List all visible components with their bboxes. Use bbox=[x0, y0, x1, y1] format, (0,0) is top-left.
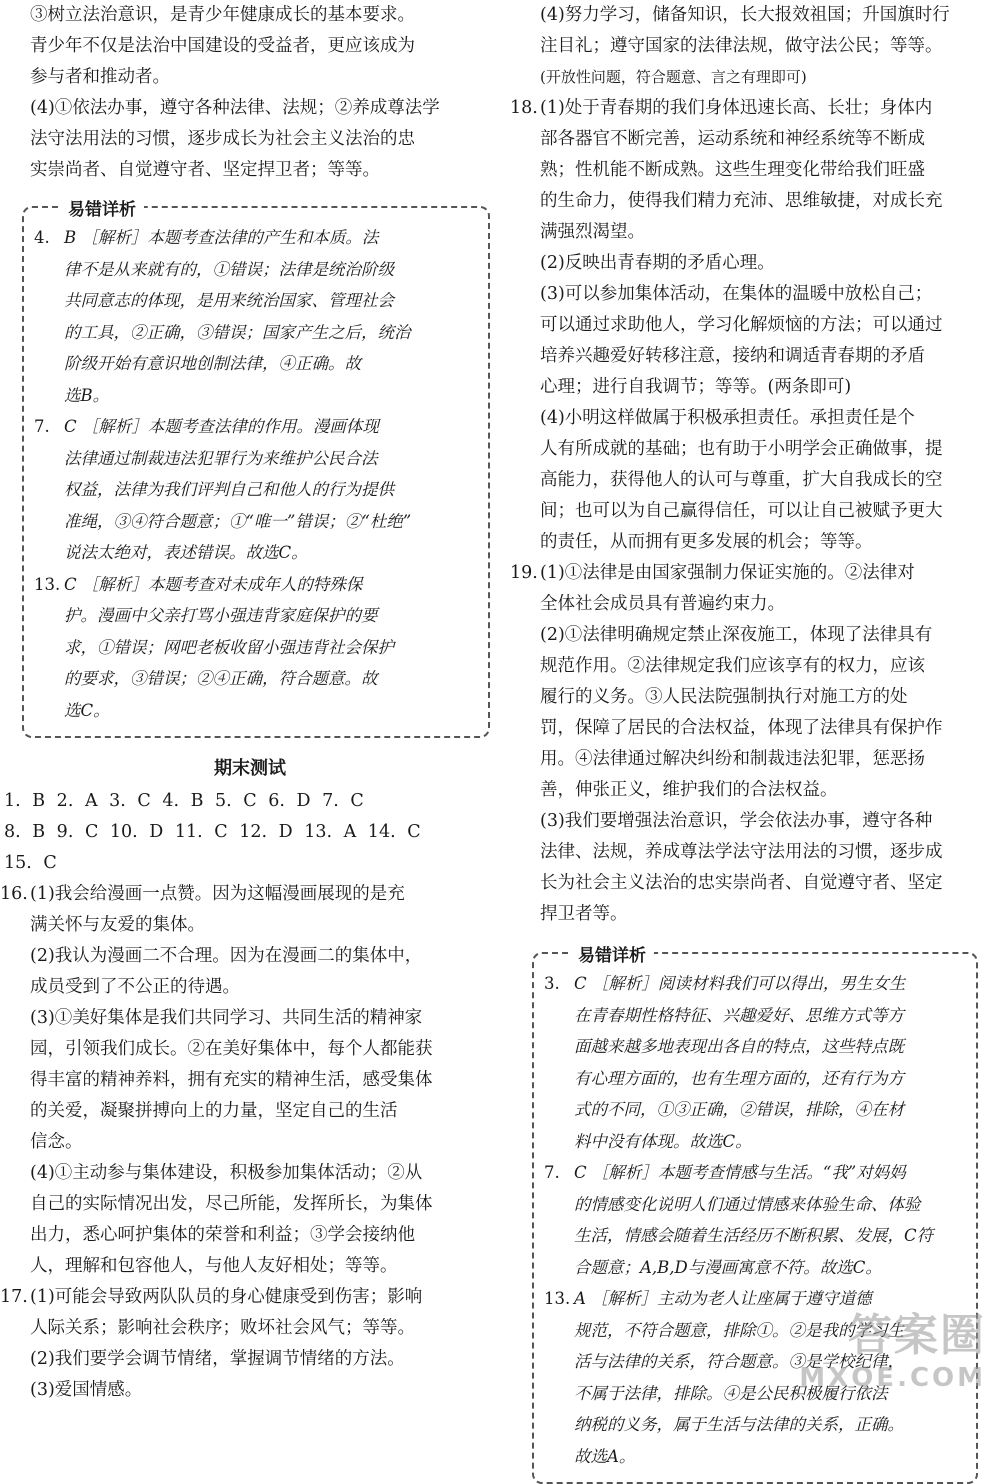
text-line: 选C。 bbox=[64, 700, 110, 720]
text-line: 面越来越多地表现出各自的特点，这些特点既 bbox=[574, 1037, 904, 1056]
analysis-item bbox=[544, 968, 964, 1157]
text-line: 活与法律的关系，符合题意。③是学校纪律， bbox=[574, 1352, 904, 1371]
text-line: 不属于法律，排除。④是公民积极履行依法 bbox=[574, 1383, 888, 1403]
text-line: (2)我们要学会调节情绪，掌握调节情绪的方法。 bbox=[30, 1349, 405, 1369]
item-number: 3. bbox=[544, 974, 560, 993]
analysis-item bbox=[34, 569, 476, 727]
text-line: (3)可以参加集体活动，在集体的温暖中放松自己； bbox=[540, 284, 933, 304]
text-line: 注目礼；遵守国家的法律法规，做守法公民；等等。 bbox=[540, 36, 943, 56]
text-line: 满关怀与友爱的集体。 bbox=[30, 915, 205, 935]
text-line: (2)我认为漫画二不合理。因为在漫画二的集体中， bbox=[30, 946, 423, 966]
item-number: 4. bbox=[34, 228, 50, 247]
text-line: 法律通过制裁违法犯罪行为来维护公民合法 bbox=[64, 448, 378, 468]
question-16 bbox=[0, 879, 500, 1282]
text-line: 的工具，②正确，③错误；国家产生之后，统治 bbox=[64, 322, 411, 342]
text-line: 长为社会主义法治的忠实崇尚者、自觉遵守者、坚定 bbox=[540, 873, 943, 893]
answer-line: 8. B 9. C 10. D 11. C 12. D 13. A 14. C bbox=[4, 822, 421, 842]
item-number: 7. bbox=[544, 1163, 560, 1182]
text-line: 间；也可以为自己赢得信任，可以让自己被赋予更大 bbox=[540, 501, 943, 521]
text-line: A ［解析］主动为老人让座属于遵守道德 bbox=[574, 1289, 872, 1308]
text-line: 共同意志的体现，是用来统治国家、管理社会 bbox=[64, 291, 394, 310]
text-line: (4)①依法办事，遵守各种法律、法规；②养成尊法学 bbox=[30, 98, 440, 118]
question-number: 18. bbox=[510, 98, 538, 118]
text-line: 捍卫者等。 bbox=[540, 904, 628, 924]
text-line: 部各器官不断完善，运动系统和神经系统等不断成 bbox=[540, 129, 925, 149]
text-line: (4)小明这样做属于积极承担责任。承担责任是个 bbox=[540, 408, 915, 428]
text-line: B ［解析］本题考查法律的产生和本质。法 bbox=[64, 228, 379, 247]
text-line: 规范，不符合题意，排除①。②是我的学习生 bbox=[574, 1320, 904, 1340]
error-analysis-box bbox=[532, 946, 978, 1484]
text-line: (1)可能会导致两队队员的身心健康受到伤害；影响 bbox=[30, 1287, 423, 1307]
text-line: 的责任，从而拥有更多发展的机会；等等。 bbox=[540, 532, 873, 552]
text-line: 合题意；A,B,D与漫画寓意不符。故选C。 bbox=[574, 1257, 882, 1277]
text-line: 青少年不仅是法治中国建设的受益者，更应该成为 bbox=[30, 36, 415, 56]
question-number: 17. bbox=[0, 1287, 28, 1307]
item-number: 13. bbox=[544, 1289, 571, 1308]
text-line: 人有所成就的基础；也有助于小明学会正确做事，提 bbox=[540, 439, 943, 459]
item-number: 13. bbox=[34, 574, 61, 594]
text-line: 罚，保障了居民的合法权益，体现了法律具有保护作 bbox=[540, 718, 943, 738]
analysis-item bbox=[34, 222, 476, 411]
text-line: 纳税的义务，属于生活与法律的关系，正确。 bbox=[574, 1415, 904, 1434]
item-number: 7. bbox=[34, 417, 50, 436]
text-line: 园，引领我们成长。②在美好集体中，每个人都能获 bbox=[30, 1039, 433, 1059]
text-line: 有心理方面的，也有生理方面的，还有行为方 bbox=[574, 1068, 904, 1088]
text-line: (3)①美好集体是我们共同学习、共同生活的精神家 bbox=[30, 1008, 423, 1028]
text-line: ③树立法治意识，是青少年健康成长的基本要求。 bbox=[30, 5, 415, 25]
text-line: (3)我们要增强法治意识，学会依法办事，遵守各种 bbox=[540, 811, 933, 831]
text-line: 用。④法律通过解决纠纷和制裁违法犯罪，惩恶扬 bbox=[540, 749, 925, 769]
analysis-item bbox=[544, 1157, 964, 1283]
text-line: 履行的义务。③人民法院强制执行对施工方的处 bbox=[540, 687, 908, 707]
text-line: 护。漫画中父亲打骂小强违背家庭保护的要 bbox=[64, 606, 378, 625]
error-analysis-box bbox=[22, 200, 490, 738]
text-line: 满强烈渴望。 bbox=[540, 222, 645, 242]
text-line: 阶级开始有意识地创制法律，④正确。故 bbox=[64, 354, 361, 373]
left-column bbox=[0, 0, 500, 1406]
text-line: C ［解析］阅读材料我们可以得出，男生女生 bbox=[574, 974, 906, 993]
text-line: 权益，法律为我们评判自己和他人的行为提供 bbox=[64, 480, 394, 499]
text-line: 的关爱，凝聚拼搏向上的力量，坚定自己的生活 bbox=[30, 1101, 398, 1121]
text-line: (1)①法律是由国家强制力保证实施的。②法律对 bbox=[540, 563, 915, 583]
text-line: 故选A。 bbox=[574, 1446, 636, 1466]
question-19 bbox=[510, 558, 1000, 930]
text-line: (3)爱国情感。 bbox=[30, 1380, 143, 1400]
text-line: (4)努力学习，储备知识，长大报效祖国；升国旗时行 bbox=[540, 5, 950, 25]
text-line: (2)反映出青春期的矛盾心理。 bbox=[540, 253, 775, 273]
text-line: 在青春期性格特征、兴趣爱好、思维方式等方 bbox=[574, 1005, 904, 1025]
right-column bbox=[510, 0, 1000, 1484]
text-line: 熟；性机能不断成熟。这些生理变化带给我们旺盛 bbox=[540, 160, 925, 180]
text-line: 求，①错误；网吧老板收留小强违背社会保护 bbox=[64, 637, 394, 657]
text-line: 法律、法规，养成尊法学法守法用法的习惯，逐步成 bbox=[540, 842, 943, 862]
text-line: 说法太绝对，表述错误。故选C。 bbox=[64, 543, 308, 562]
text-line: 全体社会成员具有普遍约束力。 bbox=[540, 594, 785, 614]
text-line: 律不是从来就有的，①错误；法律是统治阶级 bbox=[64, 259, 394, 279]
text-line: 自己的实际情况出发，尽己所能，发挥所长，为集体 bbox=[30, 1194, 433, 1214]
text-line: 规范作用。②法律规定我们应该享有的权力，应该 bbox=[540, 656, 925, 676]
watermark-logo bbox=[799, 1299, 986, 1393]
text-line: (2)①法律明确规定禁止深夜施工，体现了法律具有 bbox=[540, 625, 933, 645]
text-line: 准绳，③④符合题意；①“唯一”错误；②“杜绝” bbox=[64, 511, 412, 531]
question-number: 19. bbox=[510, 563, 538, 583]
text-line: 成员受到了不公正的待遇。 bbox=[30, 977, 240, 997]
text-line: 出力，悉心呵护集体的荣誉和利益；③学会接纳他 bbox=[30, 1225, 415, 1245]
answer-line: 1. B 2. A 3. C 4. B 5. C 6. D 7. C bbox=[4, 791, 364, 811]
text-line: 选B。 bbox=[64, 385, 110, 405]
analysis-item bbox=[34, 411, 476, 569]
question-17 bbox=[0, 1282, 500, 1406]
text-line: 培养兴趣爱好转移注意，接纳和调适青春期的矛盾 bbox=[540, 346, 925, 366]
text-line: (1)处于青春期的我们身体迅速长高、长壮；身体内 bbox=[540, 98, 933, 118]
text-line: 信念。 bbox=[30, 1132, 83, 1152]
section-heading: 期末测试 bbox=[214, 758, 286, 779]
text-line: 实崇尚者、自觉遵守者、坚定捍卫者；等等。 bbox=[30, 160, 380, 180]
text-line: C ［解析］本题考查对未成年人的特殊保 bbox=[64, 574, 363, 594]
text-line: 高能力，获得他人的认可与尊重，扩大自我成长的空 bbox=[540, 470, 943, 490]
watermark-text: 答案圈 bbox=[848, 1310, 986, 1361]
question-18 bbox=[510, 93, 1000, 558]
box-title: 易错详析 bbox=[60, 195, 144, 220]
box-title: 易错详析 bbox=[570, 941, 654, 966]
text-line: 得丰富的精神养料，拥有充实的精神生活，感受集体 bbox=[30, 1070, 433, 1090]
text-line: 参与者和推动者。 bbox=[30, 67, 170, 87]
text-line: (1)我会给漫画一点赞。因为这幅漫画展现的是充 bbox=[30, 884, 405, 904]
watermark-url: MXQE.COM bbox=[799, 1363, 986, 1393]
text-line: 的情感变化说明人们通过情感来体验生命、体验 bbox=[574, 1194, 921, 1214]
text-line: 善，伸张正义，维护我们的合法权益。 bbox=[540, 780, 838, 800]
text-line: 的要求，③错误；②④正确，符合题意。故 bbox=[64, 669, 378, 688]
text-line: 可以通过求助他人，学习化解烦恼的方法；可以通过 bbox=[540, 315, 943, 335]
text-line: C ［解析］本题考查情感与生活。“我”对妈妈 bbox=[574, 1163, 906, 1182]
text-line: C ［解析］本题考查法律的作用。漫画体现 bbox=[64, 417, 379, 436]
text-line: 人际关系；影响社会秩序；败坏社会风气；等等。 bbox=[30, 1318, 415, 1338]
intro-block bbox=[0, 0, 500, 186]
text-line: 人，理解和包容他人，与他人友好相处；等等。 bbox=[30, 1256, 398, 1276]
text-line: 生活，情感会随着生活经历不断积累、发展，C符 bbox=[574, 1226, 934, 1245]
note-line: (开放性问题，符合题意、言之有理即可) bbox=[540, 68, 807, 86]
text-line: 法守法用法的习惯，逐步成长为社会主义法治的忠 bbox=[30, 129, 415, 149]
text-line: 料中没有体现。故选C。 bbox=[574, 1131, 752, 1151]
question-number: 16. bbox=[0, 884, 28, 904]
text-line: 的生命力，使得我们精力充沛、思维敏捷，对成长充 bbox=[540, 191, 943, 211]
answer-line: 15. C bbox=[4, 853, 57, 873]
text-line: (4)①主动参与集体建设，积极参加集体活动；②从 bbox=[30, 1163, 423, 1183]
text-line: 式的不同，①③正确，②错误，排除，④在材 bbox=[574, 1100, 904, 1119]
text-line: 心理；进行自我调节；等等。(两条即可) bbox=[540, 377, 852, 397]
